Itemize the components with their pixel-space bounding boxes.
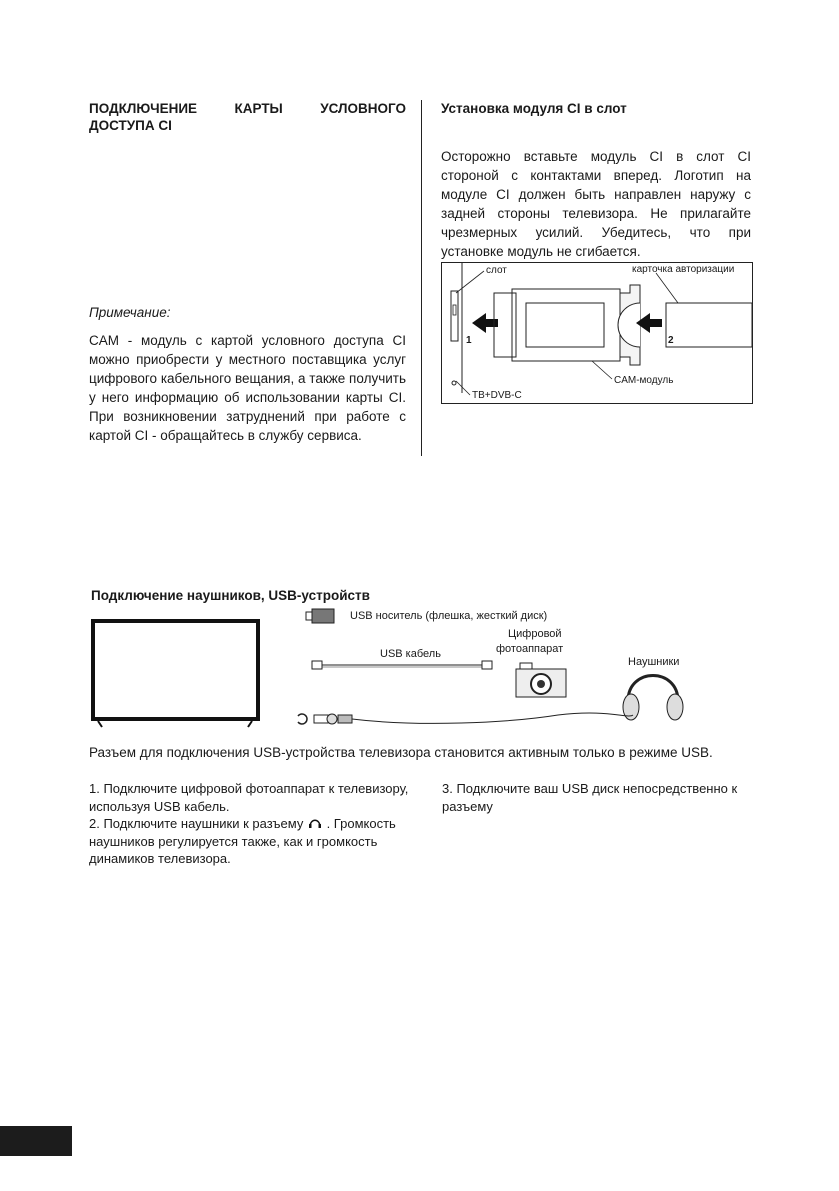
ci-title-line-2: ДОСТУПА CI: [89, 118, 172, 133]
note-label: Примечание:: [89, 305, 171, 320]
step-2-marker: 2: [668, 335, 674, 346]
ci-install-figure: [441, 262, 753, 404]
ci-install-drawing: [442, 263, 752, 403]
page-number-tab: [0, 1126, 72, 1156]
usb-storage-label: USB носитель (флешка, жесткий диск): [350, 610, 548, 622]
usb-drawing: [88, 605, 788, 740]
usb-intro: Разъем для подключения USB-устройства телевизора становится активным только в режиме USB.: [89, 745, 713, 760]
ci-section-title: [89, 100, 406, 134]
note-text: CAM - модуль с картой условного доступа CI можно приобрести у местного поставщика услуг цифрового кабельного вещания, а также получить у него информацию об использовании карты CI. При возникновении затруднений при работе с картой CI - обращайтесь в службу сервиса.: [89, 333, 406, 443]
usb-steps-left: [89, 780, 409, 868]
usb-step-2-text-a: 2. Подключите наушники к разъему: [89, 816, 304, 831]
ci-title-word-1: ПОДКЛЮЧЕНИЕ: [89, 101, 198, 116]
column-divider: [421, 100, 422, 456]
cam-label: CAM-модуль: [614, 375, 674, 386]
install-text: Осторожно вставьте модуль CI в слот CI стороной с контактами вперед. Логотип на модуле CI должен быть направлен наружу с задней стороны телевизора. Не прилагайте чрезмерных усилий. Убедитесь, что при установке модуль не сгибается.: [441, 149, 751, 259]
card-label: карточка авторизации: [632, 264, 735, 275]
usb-cable-label: USB кабель: [380, 648, 441, 660]
camera-label-line-1: Цифровой: [508, 628, 562, 640]
usb-step-2: [89, 815, 409, 868]
usb-figure: [88, 605, 788, 740]
ci-title-word-3: УСЛОВНОГО: [320, 101, 406, 116]
usb-step-3: 3. Подключите ваш USB диск непосредственно к разъему: [442, 781, 738, 814]
tv-label: ТВ+DVB-C: [472, 390, 522, 401]
step-1-marker: 1: [466, 335, 472, 346]
usb-section-title: Подключение наушников, USB-устройств: [91, 588, 370, 603]
usb-step-1: 1. Подключите цифровой фотоаппарат к телевизору, используя USB кабель.: [89, 781, 409, 814]
headphones-label: Наушники: [628, 656, 680, 668]
usb-step-2-text-b: . Громкость наушников регулируется также, как и громкость динамиков телевизора.: [89, 816, 396, 866]
install-title: Установка модуля CI в слот: [441, 101, 627, 116]
slot-label: слот: [486, 265, 507, 276]
ci-title-word-2: КАРТЫ: [234, 101, 283, 116]
camera-label-line-2: фотоаппарат: [496, 643, 564, 655]
headphones-icon: [308, 817, 322, 829]
